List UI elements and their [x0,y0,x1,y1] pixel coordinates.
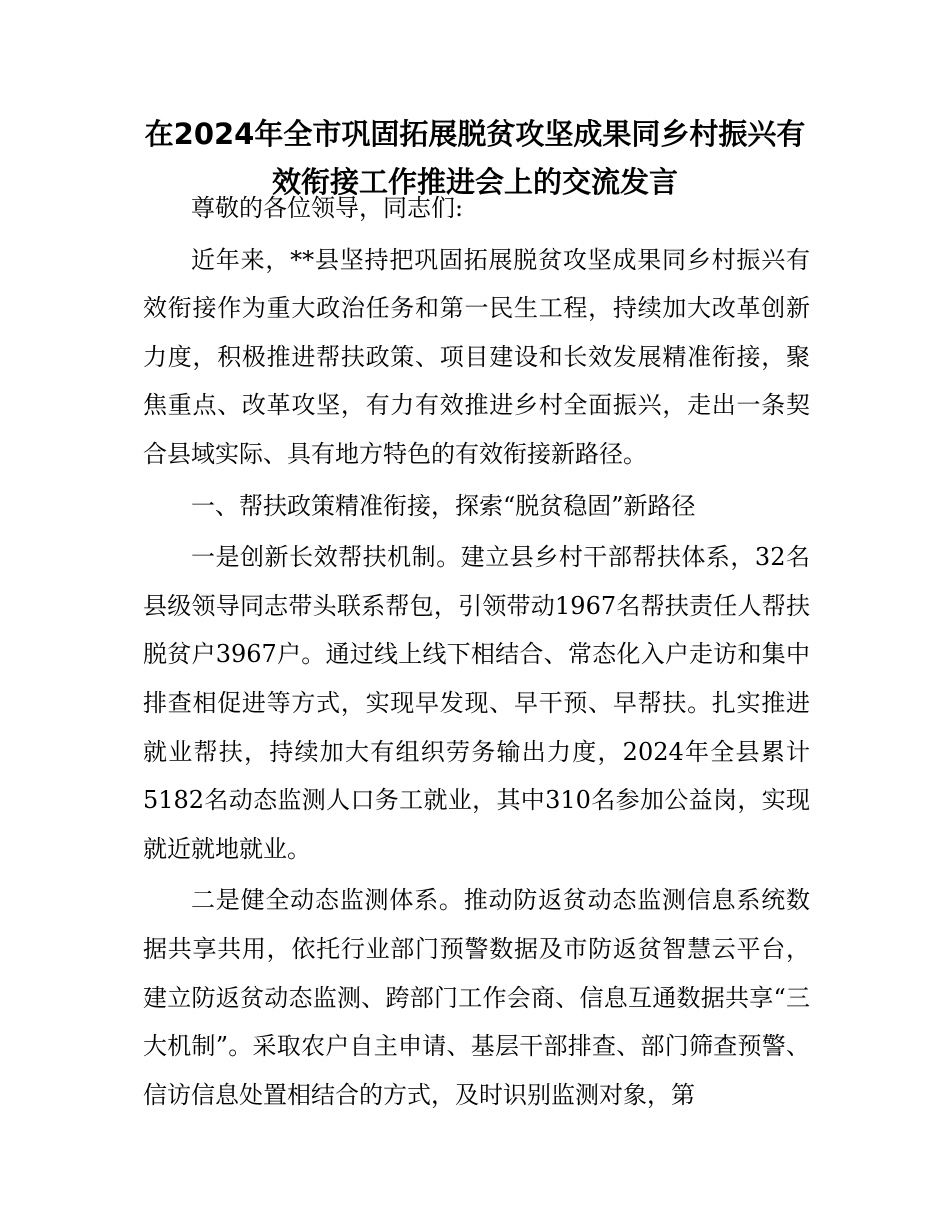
document-body [143,184,810,1122]
paragraph-2: 二是健全动态监测体系。推动防返贫动态监测信息系统数据共享共用，依托行业部门预警数据及市防返贫智慧云平台，建立防返贫动态监测、跨部门工作会商、信息互通数据共享“三大机制”。采取农户自主申请、基层干部排查、部门筛查预警、信访信息处置相结合的方式，及时识别监测对象，第 [143,886,810,1109]
document-title: 在2024年全市巩固拓展脱贫攻坚成果同乡村振兴有效衔接工作推进会上的交流发言 [144,117,806,199]
section-heading: 一、帮扶政策精准衔接，探索“脱贫稳固”新路径 [191,491,696,520]
paragraph-1: 一是创新长效帮扶机制。建立县乡村干部帮扶体系，32名县级领导同志带头联系帮包，引领带动1967名帮扶责任人帮扶脱贫户3967户。通过线上线下相结合、常态化入户走访和集中排查相促进等方式，实现早发现、早干预、早帮扶。扎实推进就业帮扶，持续加大有组织劳务输出力度，2024年全县累计5182名动态监测人口务工就业，其中310名参加公益岗，实现就近就地就业。 [143,543,810,863]
intro-paragraph: 近年来，**县坚持把巩固拓展脱贫攻坚成果同乡村振兴有效衔接作为重大政治任务和第一民生工程，持续加大改革创新力度，积极推进帮扶政策、项目建设和长效发展精准衔接，聚焦重点、改革攻坚，有力有效推进乡村全面振兴，走出一条契合县域实际、具有地方特色的有效衔接新路径。 [143,245,810,468]
greeting-line: 尊敬的各位领导，同志们: [191,194,464,222]
